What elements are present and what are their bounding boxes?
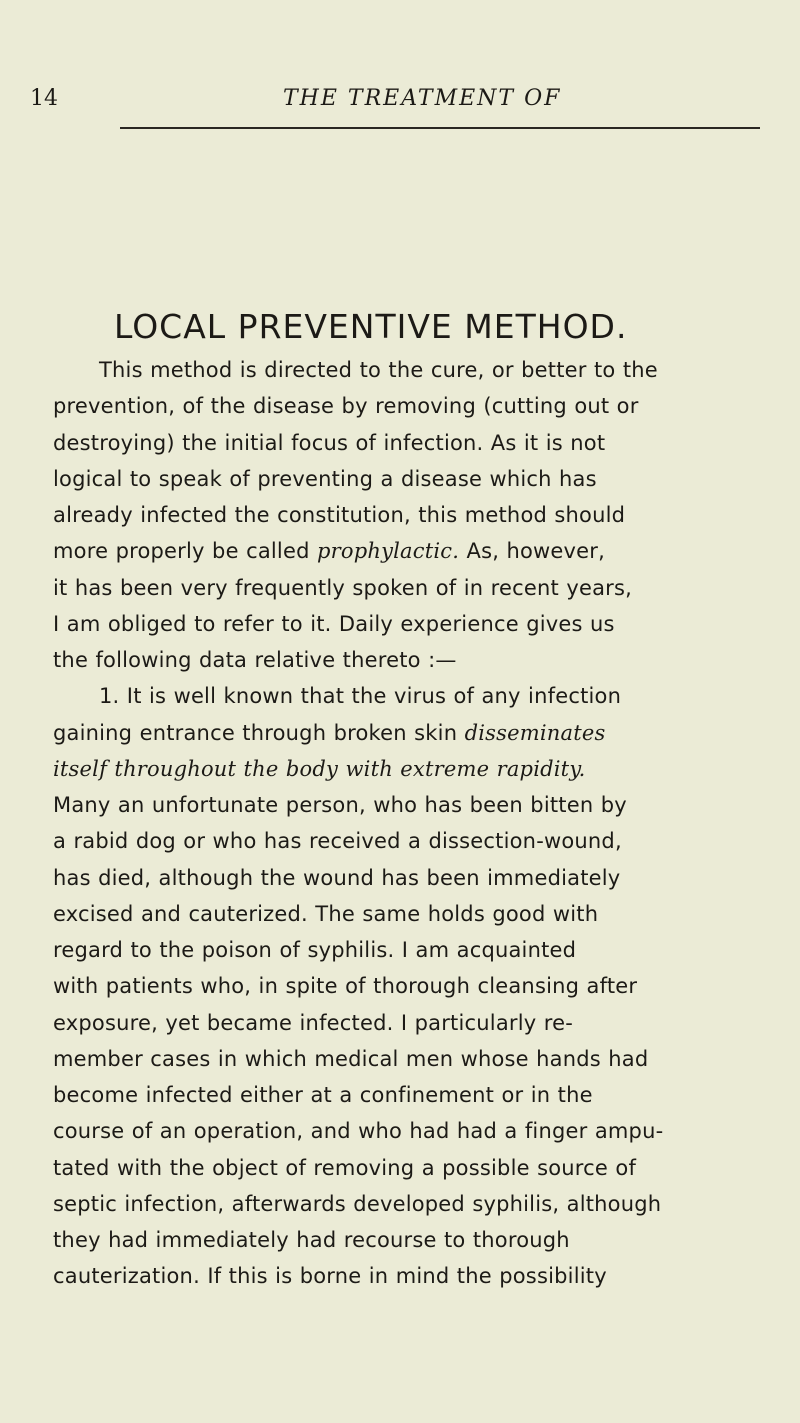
text-segment: more properly be called bbox=[53, 539, 317, 564]
text-line: I am obliged to refer to it. Daily experience gives us bbox=[53, 611, 615, 636]
running-header bbox=[0, 86, 800, 116]
text-line: septic infection, afterwards developed syphilis, although bbox=[53, 1191, 662, 1216]
text-line: become infected either at a confinement or in the bbox=[53, 1083, 593, 1107]
text-line: the following data relative thereto :— bbox=[53, 648, 457, 672]
text-segment: gaining entrance through broken skin bbox=[53, 720, 465, 745]
text-line: exposure, yet became infected. I particularly re- bbox=[53, 1010, 574, 1035]
text-line: has died, although the wound has been immediately bbox=[53, 865, 621, 890]
running-title: THE TREATMENT OF bbox=[283, 86, 562, 111]
text-segment: As, however, bbox=[459, 539, 605, 564]
text-line: 1. It is well known that the virus of any infection bbox=[99, 684, 622, 709]
text-line: destroying) the initial focus of infection. As it is not bbox=[53, 430, 606, 455]
text-line: regard to the poison of syphilis. I am acquainted bbox=[53, 938, 577, 962]
text-line: with patients who, in spite of thorough cleansing after bbox=[53, 974, 638, 999]
text-line: they had immediately had recourse to thorough bbox=[53, 1228, 570, 1252]
text-line: prevention, of the disease by removing (cutting out or bbox=[53, 394, 639, 419]
page-number: 14 bbox=[30, 86, 58, 111]
section-title: LOCAL PREVENTIVE METHOD. bbox=[114, 307, 628, 346]
text-line: a rabid dog or who has received a dissection-wound, bbox=[53, 829, 622, 854]
body-paragraph bbox=[53, 352, 788, 1295]
text-line bbox=[53, 715, 788, 751]
text-line: excised and cauterized. The same holds good with bbox=[53, 901, 599, 926]
text-line: it has been very frequently spoken of in recent years, bbox=[53, 575, 633, 600]
italic-term: prophylactic. bbox=[316, 539, 460, 564]
italic-line: itself throughout the body with extreme rapidity. bbox=[53, 756, 586, 781]
text-line: course of an operation, and who had had a finger ampu- bbox=[53, 1119, 664, 1144]
text-line: already infected the constitution, this method should bbox=[53, 503, 626, 527]
text-line: cauterization. If this is borne in mind the possibility bbox=[53, 1264, 607, 1289]
text-line: Many an unfortunate person, who has been bitten by bbox=[53, 793, 627, 817]
text-line: This method is directed to the cure, or better to the bbox=[99, 358, 658, 382]
italic-term: disseminates bbox=[464, 720, 606, 745]
header-rule bbox=[120, 127, 760, 129]
text-line: logical to speak of preventing a disease which has bbox=[53, 466, 597, 491]
text-line: tated with the object of removing a possible source of bbox=[53, 1155, 637, 1180]
text-line: member cases in which medical men whose hands had bbox=[53, 1046, 649, 1071]
text-line bbox=[53, 533, 788, 569]
